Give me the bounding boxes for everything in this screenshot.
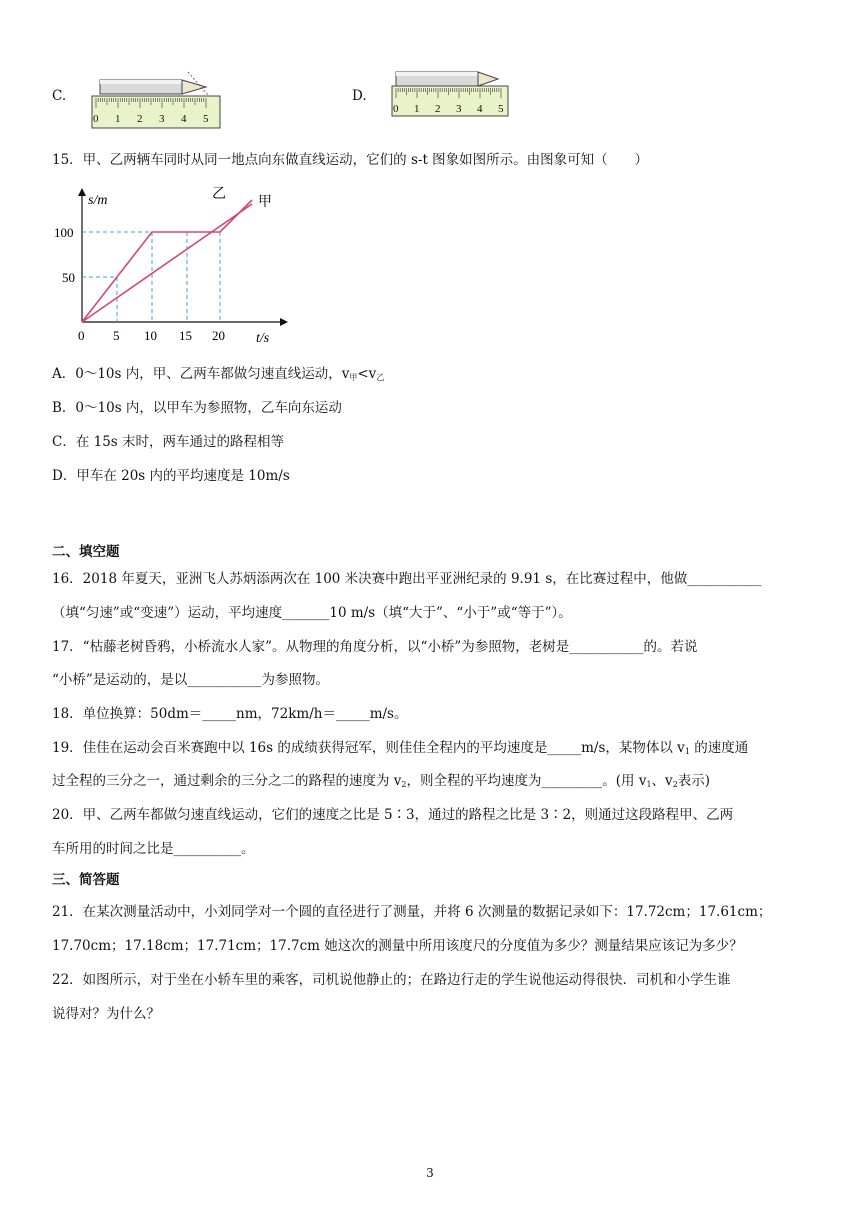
- st-graph: [52, 182, 292, 352]
- x-tick-20: 20: [212, 328, 225, 343]
- x-tick-0: 0: [78, 328, 85, 343]
- question-19-line-1: 19．佳佳在运动会百米赛跑中以 16s 的成绩获得冠军，则佳佳全程内的平均速度是_____m/s，某物体以 $v_1$ 的速度通: [52, 740, 749, 756]
- d-ruler-label-2: 2: [435, 103, 441, 115]
- question-20-line-2: 车所用的时间之比是__________。: [52, 841, 255, 857]
- c-ruler-label-4: 4: [181, 113, 187, 125]
- question-20-line-1: 20．甲、乙两车都做匀速直线运动，它们的速度之比是 5∶3，通过的路程之比是 3∶2，则通过这段路程甲、乙两: [52, 807, 734, 823]
- question-22-line-1: 22．如图所示，对于坐在小轿车里的乘客，司机说他静止的；在路边行走的学生说他运动得很快．司机和小学生谁: [52, 972, 731, 988]
- question-22-line-2: 说得对？为什么？: [52, 1006, 160, 1022]
- c-ruler-label-0: 0: [93, 113, 99, 125]
- line-jia: [82, 204, 252, 322]
- question-21-line-2: 17.70cm；17.18cm；17.71cm；17.7cm 她这次的测量中所用该度尺的分度值为多少？测量结果应该记为多少？: [52, 938, 743, 954]
- question-18: 18．单位换算：50dm＝_____nm，72km/h＝_____m/s。: [52, 706, 408, 722]
- question-15-stem: 15．甲、乙两辆车同时从同一地点向东做直线运动，它们的 s-t 图象如图所示。由图象可知（ ）: [52, 152, 649, 168]
- x-tick-15: 15: [179, 328, 192, 343]
- section-fill-in-title: 二、填空题: [52, 544, 120, 560]
- y-tick-50: 50: [62, 270, 75, 285]
- c-ruler-label-1: 1: [115, 113, 121, 125]
- y-axis-label: s/m: [88, 193, 108, 208]
- x-tick-5: 5: [113, 328, 120, 343]
- ruler-figure-d: [388, 66, 512, 118]
- x-tick-10: 10: [144, 328, 157, 343]
- option-d-label: D.: [352, 88, 367, 104]
- y-tick-100: 100: [54, 225, 74, 240]
- c-ruler-label-5: 5: [203, 113, 209, 125]
- section-short-answer-title: 三、简答题: [52, 872, 120, 888]
- question-15-option-d: D．甲车在 20s 内的平均速度是 10m/s: [52, 468, 290, 484]
- question-16-line-1: 16．2018 年夏天，亚洲飞人苏炳添两次在 100 米决赛中跑出平亚洲纪录的 9.91 s，在比赛过程中，他做___________: [52, 571, 762, 587]
- question-21-line-1: 21．在某次测量活动中，小刘同学对一个圆的直径进行了测量，并将 6 次测量的数据记录如下：17.72cm；17.61cm；: [52, 904, 772, 920]
- page-number: 3: [426, 1166, 434, 1180]
- d-ruler-label-1: 1: [414, 103, 420, 115]
- question-19-line-2: 过全程的三分之一，通过剩余的三分之二的路程的速度为 $v_2$，则全程的平均速度为_________。(用 $v_1$、$v_2$表示): [52, 773, 711, 789]
- question-15-option-b: B．0～10s 内，以甲车为参照物，乙车向东运动: [52, 400, 342, 416]
- label-yi: 乙: [212, 187, 226, 202]
- question-15-option-a: A．0～10s 内，甲、乙两车都做匀速直线运动，$v_甲<v_乙$: [52, 366, 385, 382]
- question-17-line-1: 17．“枯藤老树昏鸦，小桥流水人家”。从物理的角度分析，以“小桥”为参照物，老树是___________的。若说: [52, 639, 698, 655]
- d-ruler-label-0: 0: [393, 103, 399, 115]
- question-15-option-c: C．在 15s 末时，两车通过的路程相等: [52, 434, 285, 450]
- d-ruler-label-3: 3: [456, 103, 462, 115]
- label-jia: 甲: [258, 195, 272, 210]
- x-axis-label: t/s: [256, 331, 270, 346]
- d-ruler-label-5: 5: [498, 103, 504, 115]
- option-c-label: C.: [52, 88, 67, 104]
- question-17-line-2: “小桥”是运动的，是以___________为参照物。: [52, 672, 330, 688]
- ruler-figure-c: [88, 52, 226, 132]
- d-ruler-label-4: 4: [477, 103, 483, 115]
- c-ruler-label-2: 2: [137, 113, 143, 125]
- c-ruler-label-3: 3: [159, 113, 165, 125]
- question-16-line-2: （填“匀速”或“变速”）运动，平均速度_______10 m/s（填“大于”、“小于”或“等于”）。: [52, 605, 572, 621]
